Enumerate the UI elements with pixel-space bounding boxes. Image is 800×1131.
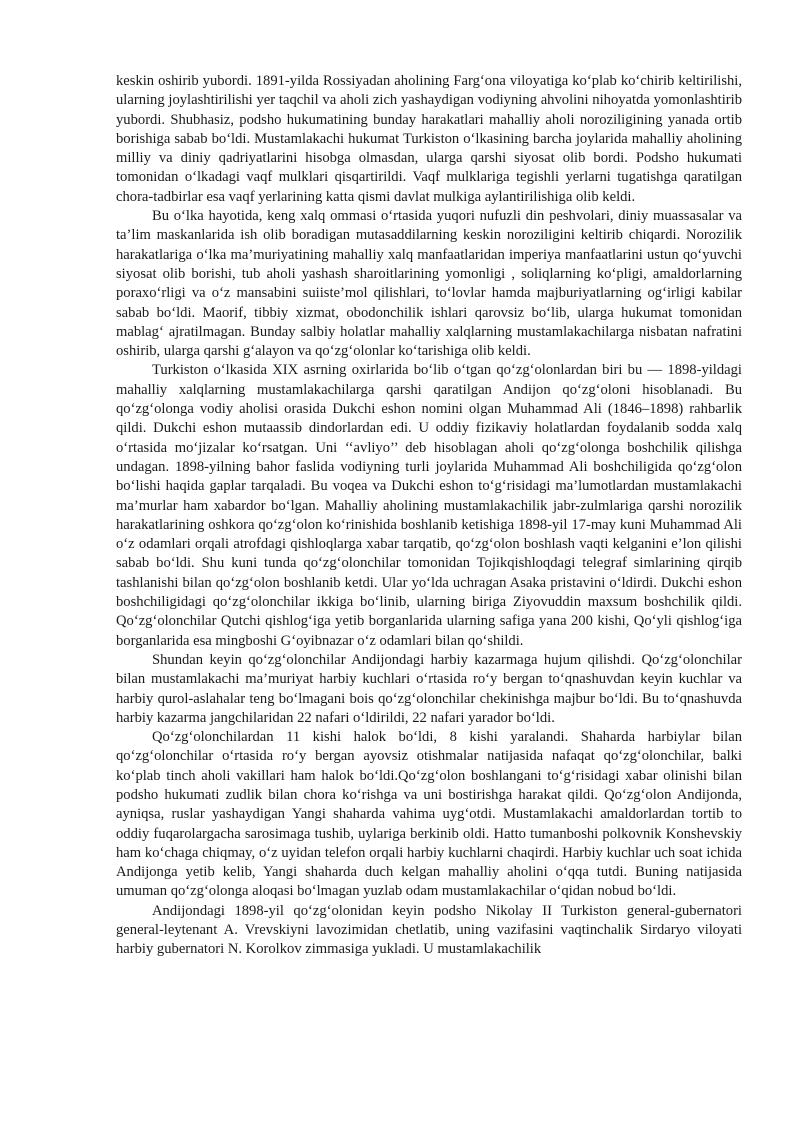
paragraph-continuation: keskin oshirib yubordi. 1891-yilda Rossiyadan aholining Farg‘ona viloyatiga ko‘plab ko‘chirib keltirilishi, ularning joylashtirilishi yer taqchil va aholi zich yashaydigan vodiyning ahvolini nihoyatda yomonlashtirib yubordi. Shubhasiz, podsho hukumatining bunday harakatlari mahalliy aholi noroziligining yanada ortib borishiga sabab bo‘ldi. Mustamlakachi hukumat Turkiston o‘lkasining barcha joylarida mahalliy aholining milliy va diniy qadriyatlarini hisobga olmasdan, ularga qarshi siyosat olib bordi. Podsho hukumati tomonidan o‘lkadagi vaqf mulklari qisqartirildi. Vaqf mulklariga tegishli yerlarni tugatishga qaratilgan chora-tadbirlar esa vaqf yerlarining katta qismi davlat mulkiga aylantirilishiga olib keldi. bbox=[116, 73, 742, 205]
paragraph-barracks-attack: Shundan keyin qo‘zg‘olonchilar Andijondagi harbiy kazarmaga hujum qilishdi. Qo‘zg‘olonchilar bilan mustamlakachi ma’muriyat harbiy kuchlari o‘rtasida ro‘y bergan to‘qnashuvdan keyin kuchlar va harbiy qurol-aslahalar teng bo‘lmagani bois qo‘zg‘olonchilar chekinishga majbur bo‘ldi. Bu to‘qnashuvda harbiy kazarma jangchilaridan 22 nafari o‘ldirildi, 22 nafari yarador bo‘ldi. bbox=[116, 651, 742, 726]
paragraph-casualties: Qo‘zg‘olonchilardan 11 kishi halok bo‘ldi, 8 kishi yaralandi. Shaharda harbiylar bilan qo‘zg‘olonchilar o‘rtasida ro‘y bergan ayovsiz otishmalar natijasida nafaqat qo‘zg‘olonchilar, balki ko‘plab tinch aholi vakillari ham halok bo‘ldi.Qo‘zg‘olon boshlangani to‘g‘risidagi xabar olinishi bilan podsho hukumati zudlik bilan chora ko‘rishga va uni bostirishga harakat qildi. Qo‘zg‘olon Andijonda, ayniqsa, ruslar yashaydigan Yangi shaharda vahima uyg‘otdi. Mustamlakachi amaldorlardan tortib to oddiy fuqarolargacha sarosimaga tushib, uylariga berkinib oldi. Hatto tumanboshi polkovnik Konshevskiy ham ko‘chaga chiqmay, o‘z uyidan telefon orqali harbiy kuchlarni chaqirdi. Harbiy kuchlar uch soat ichida Andijonga yetib kelib, Yangi shaharda duch kelgan mahalliy aholini o‘qqa tutdi. Buning natijasida umuman qo‘zg‘olonga aloqasi bo‘lmagan yuzlab odam mustamlakachilar o‘qidan nobud bo‘ldi. bbox=[116, 729, 742, 900]
paragraph-waqf-discontent: Bu o‘lka hayotida, keng xalq ommasi o‘rtasida yuqori nufuzli din peshvolari, diniy muassasalar va ta’lim maskanlarida ish olib boradigan mutasaddilarning keskin noroziligini keltirib chiqardi. Norozilik harakatlariga o‘lka ma’muriyatining mahalliy xalq manfaatlaridan imperiya manfaatlarini ustun qo‘yuvchi siyosat olib borishi, tub aholi yashash sharoitlarining yomonligi , soliqlarning ko‘pligi, amaldorlarning poraxo‘rligi va o‘z mansabini suiiste’mol qilishlari, to‘lovlar hamda majburiyatlarning og‘irligi kabilar sabab bo‘ldi. Maorif, tibbiy xizmat, obodonchilik ishlari qarovsiz bo‘lib, ularga hukumat tomonidan mablag‘ ajratilmagan. Bunday salbiy holatlar mahalliy xalqlarning mustamlakachilarga nisbatan nafratini oshirib, ularga qarshi g‘alayon va qo‘zg‘olonlar ko‘tarishiga olib keldi. bbox=[116, 208, 742, 360]
document-page bbox=[116, 72, 742, 960]
paragraph-andijan-uprising: Turkiston o‘lkasida XIX asrning oxirlarida bo‘lib o‘tgan qo‘zg‘olonlardan biri bu — 1898-yildagi mahalliy xalqlarning mustamlakachilarga qarshi qaratilgan Andijon qo‘zg‘oloni hisoblanadi. Bu qo‘zg‘olonga vodiy aholisi orasida Dukchi eshon nomini olgan Muhammad Ali (1846–1898) rahbarlik qildi. Dukchi eshon mutaassib dindorlardan edi. U oddiy fizikaviy holatlardan foydalanib sodda xalq o‘rtasida mo‘jizalar ko‘rsatgan. Uni ‘‘avliyo’’ deb hisoblagan aholi qo‘zg‘olonga boshchilik qilishga undagan. 1898-yilning bahor faslida vodiyning turli joylarida Muhammad Ali boshchiligida qo‘zg‘olon bo‘lishi haqida gaplar tarqaladi. Bu voqea va Dukchi eshon to‘g‘risidagi ma’lumotlardan mustamlakachi ma’murlar ham xabardor bo‘lgan. Mahalliy aholining mustamlakachilik jabr-zulmlariga qarshi norozilik harakatlarining oshkora qo‘zg‘olon ko‘rinishida boshlanib ketishiga 1898-yil 17-may kuni Muhammad Ali o‘z odamlari orqali atrofdagi qishloqlarga xabar tarqatib, qo‘zg‘olon boshlash vaqti kelganini e’lon qilishi sabab bo‘ldi. Shu kuni tunda qo‘zg‘olonchilar tomonidan Tojikqishloqdagi telegraf simlarining qirqib tashlanishi bilan qo‘zg‘olon boshlanib ketdi. Ular yo‘lda uchragan Asaka pristavini o‘ldirdi. Dukchi eshon boshchiligidagi qo‘zg‘olonchilar ikkiga bo‘linib, ularning biriga Ziyovuddin maxsum boshchilik qildi. Qo‘zg‘olonchilar Qutchi qishlog‘iga yetib borganlarida ularning safiga yana 200 kishi, Qo‘yli qishlog‘iga borganlarida esa mingboshi G‘oyibnazar o‘z odamlari bilan qo‘shildi. bbox=[116, 362, 742, 649]
paragraph-aftermath: Andijondagi 1898-yil qo‘zg‘olonidan keyin podsho Nikolay II Turkiston general-gubernatori general-leytenant A. Vrevskiyni lavozimidan chetlatib, uning vazifasini vaqtinchalik Sirdaryo viloyati harbiy gubernatori N. Korolkov zimmasiga yukladi. U mustamlakachilik bbox=[116, 902, 742, 958]
